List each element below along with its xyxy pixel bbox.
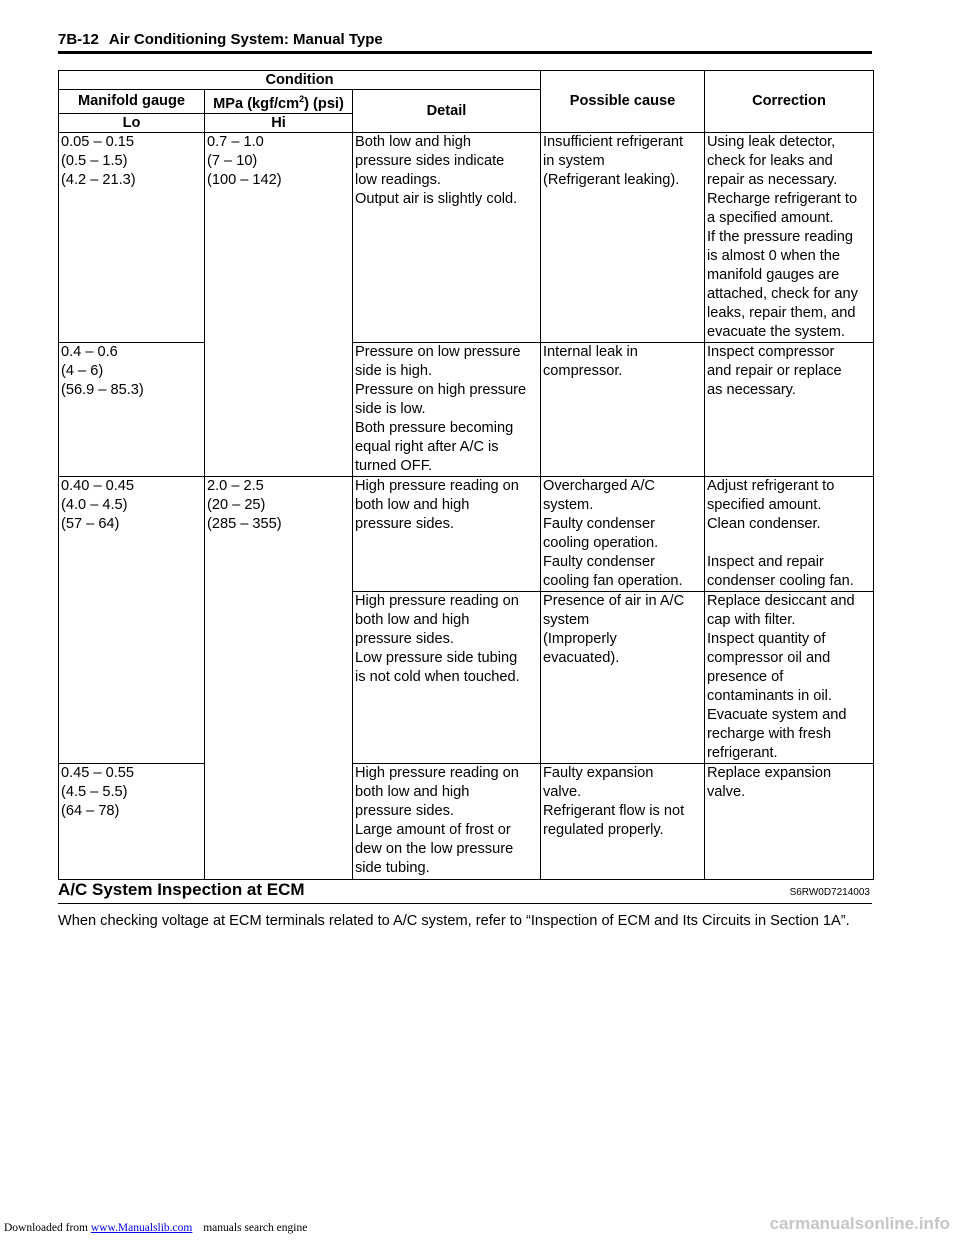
cause-cell: Insufficient refrigerant in system (Refrigerant leaking). [541,132,705,342]
section-code: S6RW0D7214003 [789,887,870,898]
cause-cell: Overcharged A/C system. Faulty condenser cooling operation. Faulty condenser cooling fan operation. [541,476,705,591]
footer-suffix: manuals search engine [203,1222,308,1234]
header-possible-cause: Possible cause [541,71,705,133]
table-row [59,132,874,342]
section-body: When checking voltage at ECM terminals related to A/C system, refer to “Inspection of ECM and Its Circuits in Section 1A”. [58,913,850,929]
correction-cell: Adjust refrigerant to specified amount. Clean condenser. Inspect and repair condenser cooling fan. [705,476,874,591]
footer [4,1222,307,1234]
table-row [59,763,874,879]
correction-cell: Inspect compressor and repair or replace as necessary. [705,342,874,476]
header-hi: Hi [205,113,353,132]
section-title: A/C System Inspection at ECM [58,880,305,899]
lo-cell: 0.45 – 0.55 (4.5 – 5.5) (64 – 78) [59,763,205,879]
correction-cell: Replace desiccant and cap with filter. Inspect quantity of compressor oil and presence of contaminants in oil. Evacuate system and recharge with fresh refrigerant. [705,591,874,763]
header-manifold-gauge: Manifold gauge [59,90,205,114]
detail-cell: High pressure reading on both low and high pressure sides. [353,476,541,591]
header-condition: Condition [59,71,541,90]
detail-cell: Both low and high pressure sides indicate low readings. Output air is slightly cold. [353,132,541,342]
manualslib-link[interactable]: www.Manualslib.com [90,1222,193,1234]
detail-cell: High pressure reading on both low and high pressure sides. Low pressure side tubing is not cold when touched. [353,591,541,763]
footer-prefix: Downloaded from [4,1222,88,1234]
header-pressure-units: MPa $(kgf/cm^2)$ (psi) [205,90,353,114]
page-header [58,31,872,54]
lo-cell: 0.05 – 0.15 (0.5 – 1.5) (4.2 – 21.3) [59,132,205,342]
correction-cell: Using leak detector, check for leaks and repair as necessary. Recharge refrigerant to a specified amount. If the pressure reading is almost 0 when the manifold gauges are attached, check for any leaks, repair them, and evacuate the system. [705,132,874,342]
page-title: Air Conditioning System: Manual Type [108,31,383,48]
section-divider [58,903,872,904]
header-detail: Detail [353,90,541,133]
table-row [59,476,874,591]
cause-cell: Presence of air in A/C system (Improperly evacuated). [541,591,705,763]
detail-cell: Pressure on low pressure side is high. Pressure on high pressure side is low. Both pressure becoming equal right after A/C is turned OFF. [353,342,541,476]
diagnosis-table [58,70,874,880]
watermark: carmanualsonline.info [769,1214,950,1233]
detail-cell: High pressure reading on both low and high pressure sides. Large amount of frost or dew on the low pressure side tubing. [353,763,541,879]
hi-cell: 0.7 – 1.0 (7 – 10) (100 – 142) [205,132,353,476]
correction-cell: Replace expansion valve. [705,763,874,879]
lo-cell: 0.40 – 0.45 (4.0 – 4.5) (57 – 64) [59,476,205,763]
cause-cell: Internal leak in compressor. [541,342,705,476]
hi-cell: 2.0 – 2.5 (20 – 25) (285 – 355) [205,476,353,879]
cause-cell: Faulty expansion valve. Refrigerant flow is not regulated properly. [541,763,705,879]
page-number: 7B-12 [58,31,99,48]
header-correction: Correction [705,71,874,133]
table-row [59,342,874,476]
header-lo: Lo [59,113,205,132]
lo-cell: 0.4 – 0.6 (4 – 6) (56.9 – 85.3) [59,342,205,476]
